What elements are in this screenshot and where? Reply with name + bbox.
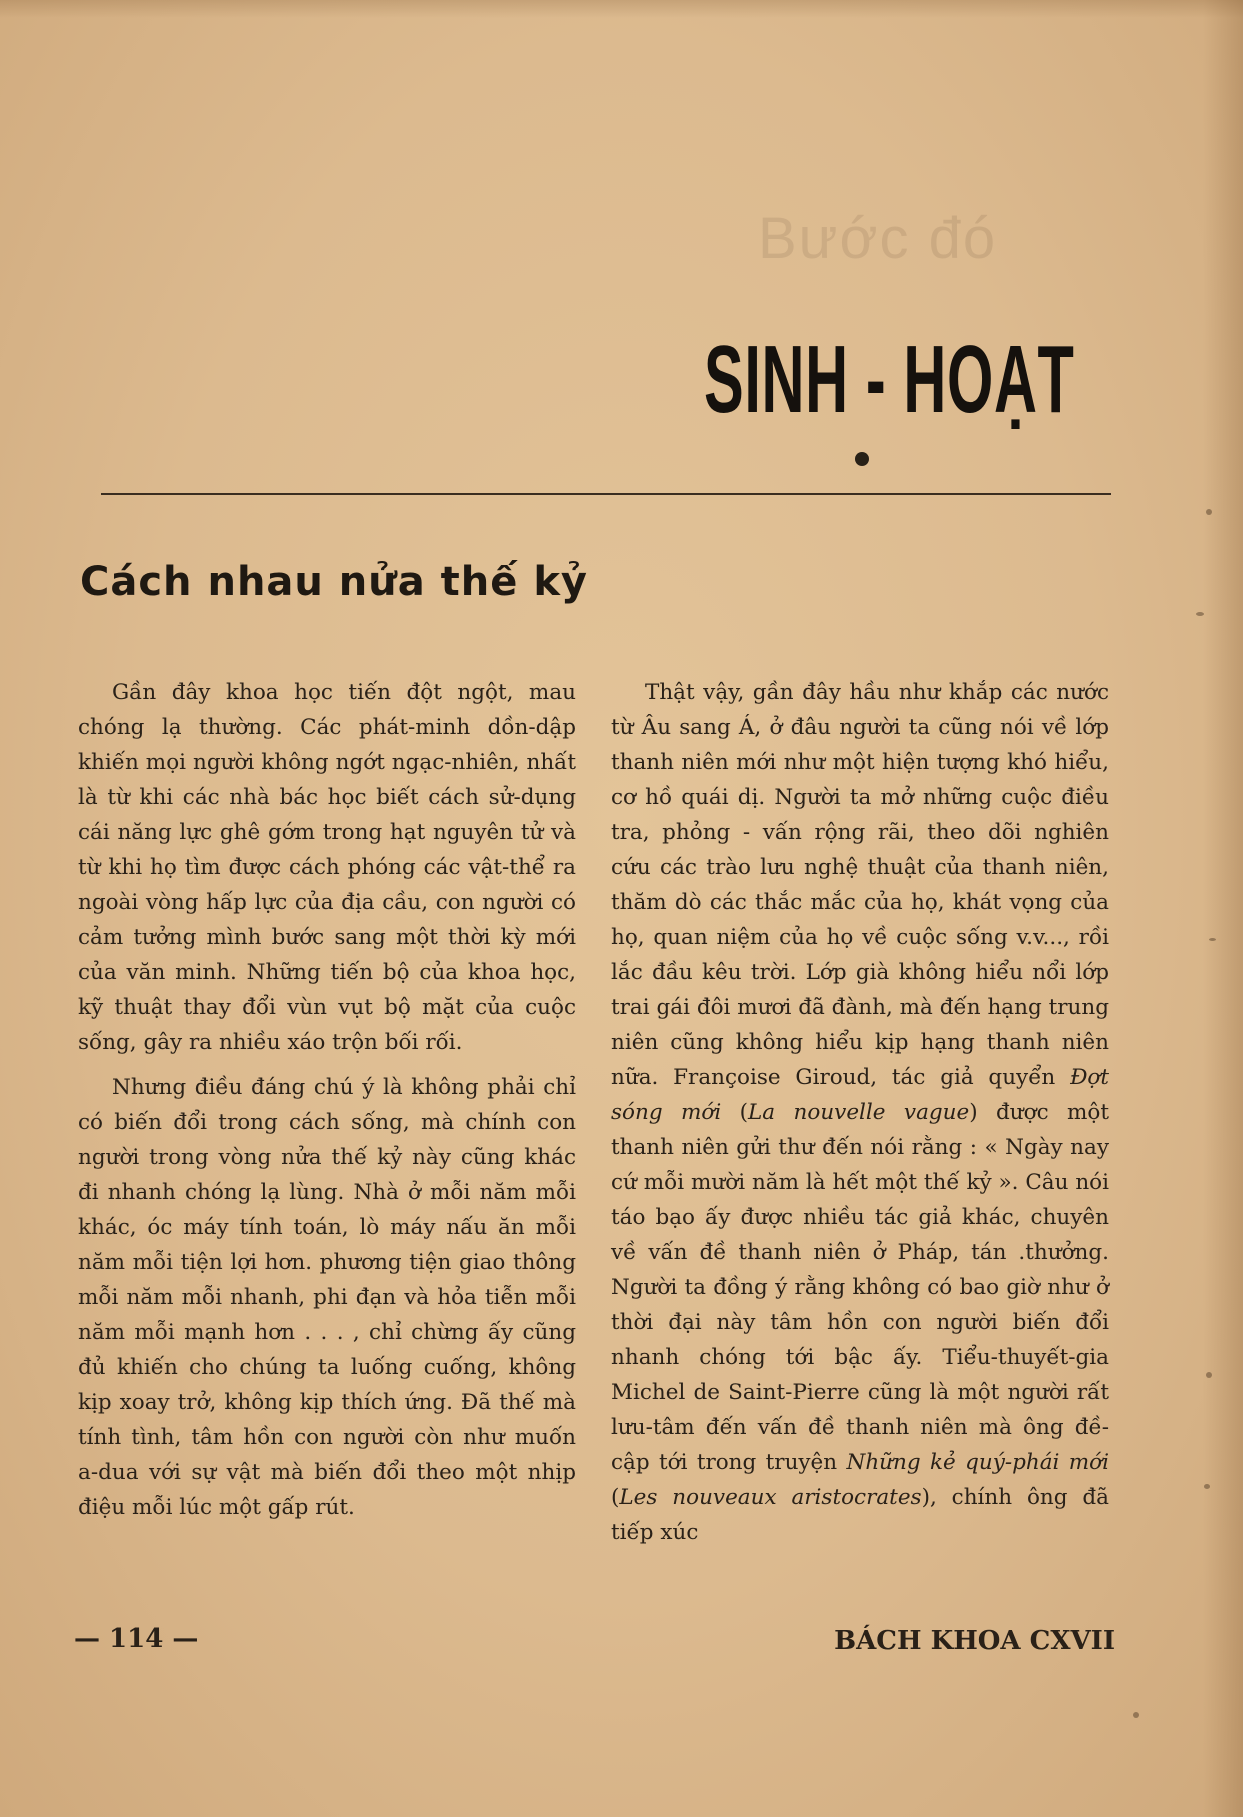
right-text-3: ), chính ông đã tiếp xúc: [611, 1485, 1109, 1545]
right-column: [611, 675, 1109, 1550]
title-dot: [855, 452, 869, 466]
page-number: — 114 —: [74, 1624, 199, 1654]
book-title-fr: La nouvelle vague: [748, 1100, 970, 1125]
left-column: [78, 675, 576, 1525]
book-title-vi: Đợt sóng mới: [611, 1065, 1109, 1125]
paper-speck: [1206, 1372, 1212, 1378]
paper-speck: [1133, 1712, 1139, 1718]
bleed-through-heading: Bước đó: [758, 206, 998, 271]
book2-title-fr: Les nouveaux aristocrates: [619, 1485, 922, 1510]
paren-open-1: (: [721, 1100, 749, 1125]
paper-edge-right: [1203, 0, 1243, 1817]
right-paragraph-1: [611, 675, 1109, 1550]
left-paragraph-2: Nhưng điều đáng chú ý là không phải chỉ có biến đổi trong cách sống, mà chính con người trong vòng nửa thế kỷ này cũng khác đi nhanh chóng lạ lùng. Nhà ở mỗi năm mỗi khác, óc máy tính toán, lò máy nấu ăn mỗi năm mỗi tiện lợi hơn. phương tiện giao thông mỗi năm mỗi nhanh, phi đạn và hỏa tiễn mỗi năm mỗi mạnh hơn . . . , chỉ chừng ấy cũng đủ khiến cho chúng ta luống cuống, không kịp xoay trở, không kịp thích ứng. Đã thế mà tính tình, tâm hồn con người còn như muốn a-dua với sự vật mà biến đổi theo một nhịp điệu mỗi lúc một gấp rút.: [78, 1075, 576, 1520]
book2-title-vi: Những kẻ quý-phái mới: [846, 1450, 1109, 1475]
title-divider: [101, 493, 1111, 495]
left-paragraph-1: Gần đây khoa học tiến đột ngột, mau chóng lạ thường. Các phát-minh dồn-dập khiến mọi người không ngớt ngạc-nhiên, nhất là từ khi các nhà bác học biết cách sử-dụng cái năng lực ghê gớm trong hạt nguyên tử và từ khi họ tìm được cách phóng các vật-thể ra ngoài vòng hấp lực của địa cầu, con người có cảm tưởng mình bước sang một thời kỳ mới của văn minh. Những tiến bộ của khoa học, kỹ thuật thay đổi vùn vụt bộ mặt của cuộc sống, gây ra nhiều xáo trộn bối rối.: [78, 680, 576, 1055]
paper-edge-top: [0, 0, 1243, 18]
paper-speck: [1204, 1484, 1210, 1489]
right-text-2: ) được một thanh niên gửi thư đến nói rằng : « Ngày nay cứ mỗi mười năm là hết một thế kỷ ». Câu nói táo bạo ấy được nhiều tác giả khác, chuyên về vấn đề thanh niên ở Pháp, tán .thưởng. Người ta đồng ý rằng không có bao giờ như ở thời đại này tâm hồn con người biến đổi nhanh chóng tới bậc ấy. Tiểu-thuyết-gia Michel de Saint-Pierre cũng là một người rất lưu-tâm đến vấn đề thanh niên mà ông đề-cập tới trong truyện: [611, 1100, 1110, 1475]
paper-speck: [1209, 938, 1216, 941]
article-title: Cách nhau nửa thế kỷ: [80, 559, 589, 605]
paren-open-2: (: [611, 1485, 620, 1510]
paper-speck: [1196, 612, 1204, 616]
section-title: SINH - HOẠT: [704, 326, 1075, 433]
right-text-1: Thật vậy, gần đây hầu như khắp các nước từ Âu sang Á, ở đâu người ta cũng nói về lớp thanh niên mới như một hiện tượng khó hiểu, cơ hồ quái dị. Người ta mở những cuộc điều tra, phỏng - vấn rộng rãi, theo dõi nghiên cứu các trào lưu nghệ thuật của thanh niên, thăm dò các thắc mắc của họ, khát vọng của họ, quan niệm của họ về cuộc sống v.v..., rồi lắc đầu kêu trời. Lớp già không hiểu nổi lớp trai gái đôi mươi đã đành, mà đến hạng trung niên cũng không hiểu kịp hạng thanh niên nữa. Françoise Giroud, tác giả quyển: [611, 680, 1109, 1090]
paper-speck: [1206, 509, 1212, 515]
magazine-issue: BÁCH KHOA CXVII: [834, 1626, 1115, 1656]
